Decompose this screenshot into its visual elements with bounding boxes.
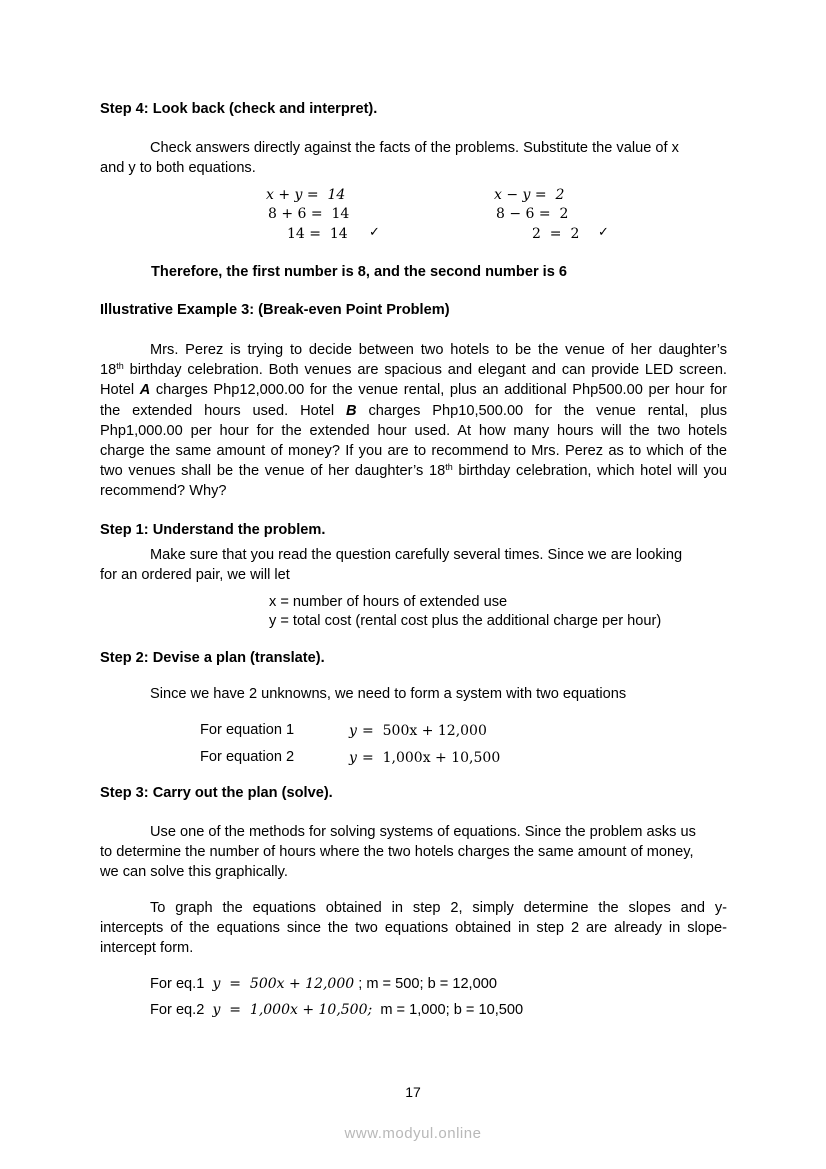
example3-problem	[100, 340, 727, 502]
text: charges Php10,500.00 for the venue rental, plus	[356, 402, 728, 419]
check-left-row: x + y = 14	[266, 187, 346, 203]
text: birthday celebration, which hotel will you	[452, 463, 728, 480]
example3-heading: Illustrative Example 3: (Break-even Point Problem)	[100, 302, 450, 318]
text-line: we can solve this graphically.	[100, 864, 288, 881]
problem-line	[100, 360, 727, 380]
equation-label: For equation 1	[200, 722, 295, 738]
checkmark-icon: ✓	[369, 225, 380, 240]
step1-line: Make sure that you read the question carefully several times. Since we are looking	[150, 547, 683, 563]
check-right-row: 8 − 6 = 2	[496, 206, 569, 222]
variable-x-definition: x = number of hours of extended use	[269, 594, 508, 610]
step4-conclusion: Therefore, the first number is 8, and the second number is 6	[151, 264, 568, 280]
problem-line	[100, 380, 727, 400]
step2-intro: Since we have 2 unknowns, we need to form a system with two equations	[150, 686, 627, 702]
step3-paragraph-1	[100, 822, 727, 883]
slope-params: m = 1,000; b = 10,500	[380, 1002, 524, 1018]
problem-line: recommend? Why?	[100, 483, 227, 500]
equation-lhs: y	[349, 723, 357, 739]
hotel-b-label: B	[346, 402, 357, 419]
step4-intro-line: Check answers directly against the facts of the problems. Substitute the value of x	[150, 140, 679, 156]
page-number: 17	[405, 1084, 421, 1100]
slope-label: For eq.1	[150, 976, 205, 992]
check-right-row: x − y = 2	[494, 187, 565, 203]
step1-line: for an ordered pair, we will let	[100, 567, 290, 583]
step4-intro-line: and y to both equations.	[100, 160, 256, 177]
superscript: th	[116, 361, 124, 372]
text: two venues shall be the venue of her daughter’s 18	[100, 463, 446, 480]
text: charges Php12,000.00 for the venue rental, plus an additional Php500.00 per hour for	[150, 382, 727, 399]
problem-line: Php1,000.00 per hour for the extended hour used. At how many hours will the two hotels	[100, 422, 727, 439]
checkmark-icon: ✓	[598, 225, 609, 240]
step1-heading: Step 1: Understand the problem.	[100, 522, 326, 538]
slope-equation: y = 500x + 12,000	[212, 976, 355, 992]
step2-heading: Step 2: Devise a plan (translate).	[100, 650, 325, 666]
step4-heading: Step 4: Look back (check and interpret).	[100, 101, 378, 117]
slope-equation: y = 1,000x + 10,500;	[212, 1002, 373, 1018]
equation-rhs: = 500x + 12,000	[362, 723, 487, 739]
superscript: th	[445, 462, 453, 473]
problem-line: Mrs. Perez is trying to decide between two hotels to be the venue of her daughter’s	[150, 342, 727, 358]
text-line: intercept form.	[100, 940, 194, 957]
check-left-row: 14 = 14	[287, 226, 348, 242]
problem-line	[100, 461, 727, 481]
text: the extended hours used. Hotel	[100, 402, 347, 419]
text-line: To graph the equations obtained in step 2, simply determine the slopes and y-	[150, 900, 727, 916]
text-line: Use one of the methods for solving systems of equations. Since the problem asks us	[150, 824, 696, 840]
problem-line: charge the same amount of money? If you are to recommend to Mrs. Perez as to which of the	[100, 443, 727, 460]
text: 18	[100, 362, 117, 379]
separator: ;	[354, 976, 367, 992]
equation-rhs: = 1,000x + 10,500	[362, 750, 501, 766]
text-line: intercepts of the equations since the two equations obtained in step 2 are already in slope-	[100, 920, 727, 937]
step4-intro	[100, 138, 727, 178]
slope-intercept-row	[150, 1002, 523, 1018]
slope-label: For eq.2	[150, 1002, 205, 1018]
step3-heading: Step 3: Carry out the plan (solve).	[100, 785, 333, 801]
check-right-row: 2 = 2	[532, 226, 580, 242]
text: birthday celebration. Both venues are spacious and elegant and can provide LED screen.	[123, 362, 727, 379]
equation-label: For equation 2	[200, 749, 295, 765]
slope-intercept-row	[150, 976, 497, 992]
equation-lhs: y	[349, 750, 357, 766]
hotel-a-label: A	[139, 382, 151, 399]
text: Hotel	[100, 382, 140, 399]
text-line: to determine the number of hours where the two hotels charges the same amount of money,	[100, 844, 694, 861]
variable-y-definition: y = total cost (rental cost plus the additional charge per hour)	[269, 613, 662, 629]
step3-paragraph-2	[100, 898, 727, 959]
slope-params: m = 500; b = 12,000	[366, 976, 497, 992]
check-left-row: 8 + 6 = 14	[268, 206, 350, 222]
watermark: www.modyul.online	[344, 1125, 482, 1142]
problem-line	[100, 401, 727, 421]
